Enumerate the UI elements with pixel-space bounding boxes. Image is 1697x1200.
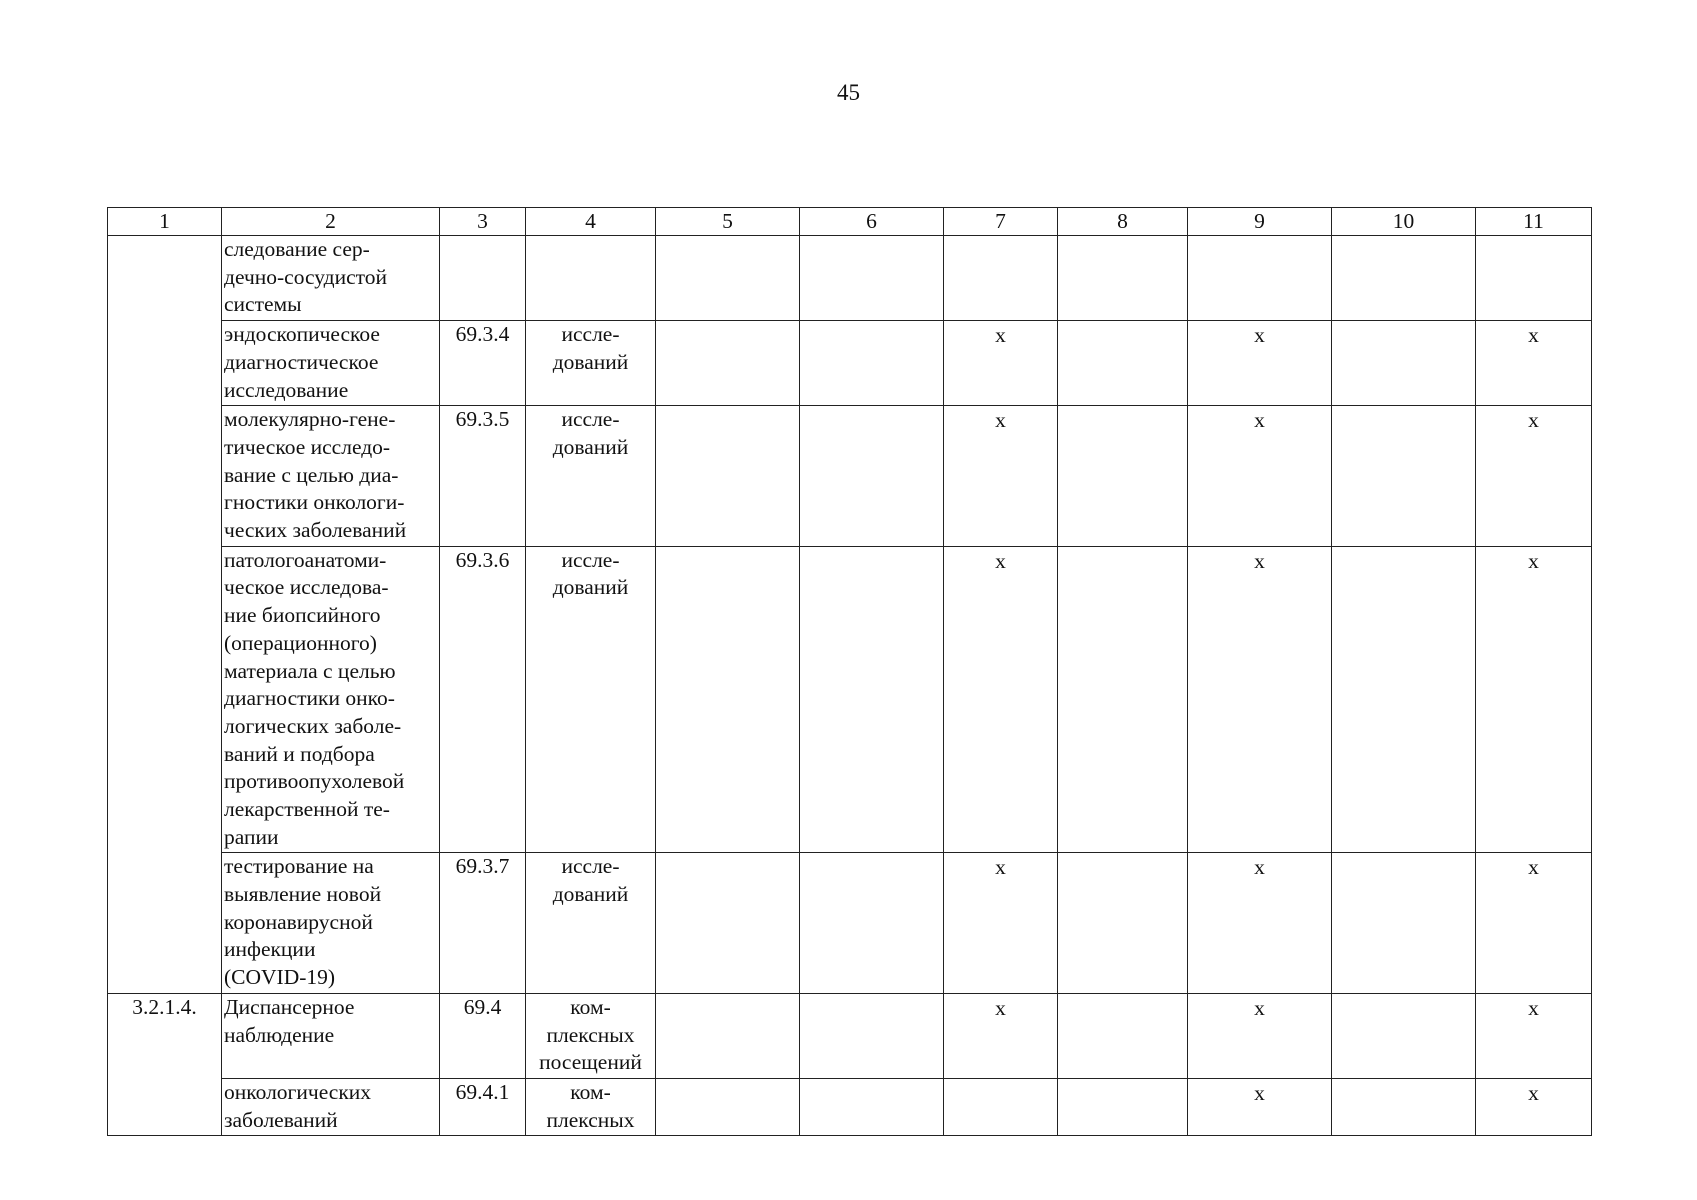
cross-mark: x (1254, 548, 1265, 573)
unit-cell (526, 993, 656, 1078)
cell-text-line: инфекции (224, 937, 316, 962)
table-row (108, 1078, 1592, 1135)
value-cell-5 (656, 1078, 800, 1135)
indicator-code-cell: 69.3.4 (440, 321, 526, 406)
cell-text-line: тическое исследо- (224, 434, 391, 459)
cell-text-line: ком- (570, 1079, 611, 1104)
column-header: 11 (1476, 208, 1592, 236)
value-cell-8 (1058, 236, 1188, 321)
cross-mark: x (1528, 1080, 1539, 1105)
cell-text-line: лекарственной те- (224, 797, 390, 822)
cross-mark: x (995, 323, 1006, 348)
cell-text-line: молекулярно-гене- (224, 407, 396, 432)
cross-mark: x (995, 548, 1006, 573)
cross-mark: x (995, 408, 1006, 433)
value-cell-9 (1188, 546, 1332, 853)
indicator-name-cell (222, 993, 440, 1078)
cell-text-line: ваний и подбора (224, 741, 375, 766)
cell-text-line: иссле- (561, 322, 620, 347)
cell-text-line: коронавирусной (224, 909, 373, 934)
cell-text-line: системы (224, 292, 302, 317)
cell-text-line: исследование (224, 377, 349, 402)
cell-text-line: ние биопсийного (224, 603, 381, 628)
value-cell-9 (1188, 1078, 1332, 1135)
row-number-cell: 3.2.1.4. (108, 993, 222, 1135)
unit-cell (526, 1078, 656, 1135)
value-cell-10 (1332, 321, 1476, 406)
value-cell-6 (800, 1078, 944, 1135)
column-header: 9 (1188, 208, 1332, 236)
value-cell-6 (800, 321, 944, 406)
cross-mark: x (1254, 323, 1265, 348)
cell-text-line: диагностики онко- (224, 686, 395, 711)
table-row (108, 406, 1592, 547)
value-cell-5 (656, 993, 800, 1078)
cross-mark: x (1528, 548, 1539, 573)
cell-text-line: диагностическое (224, 349, 379, 374)
cell-text-line: противоопухолевой (224, 769, 405, 794)
value-cell-5 (656, 853, 800, 994)
value-cell-10 (1332, 406, 1476, 547)
value-cell-11 (1476, 546, 1592, 853)
indicator-name-cell (222, 1078, 440, 1135)
value-cell-8 (1058, 853, 1188, 994)
cell-text-line: гностики онкологи- (224, 490, 405, 515)
cell-text-line: дечно-сосудистой (224, 264, 388, 289)
value-cell-11 (1476, 1078, 1592, 1135)
cell-text-line: (COVID-19) (224, 965, 336, 990)
cross-mark: x (1528, 995, 1539, 1020)
column-header: 4 (526, 208, 656, 236)
cell-text-line: следование сер- (224, 237, 370, 261)
cell-text-line: ком- (570, 994, 611, 1019)
value-cell-5 (656, 236, 800, 321)
cell-text-line: дований (552, 882, 629, 907)
value-cell-6 (800, 406, 944, 547)
table-body (108, 236, 1592, 1136)
column-header: 8 (1058, 208, 1188, 236)
cross-mark: x (995, 995, 1006, 1020)
unit-cell (526, 546, 656, 853)
value-cell-10 (1332, 236, 1476, 321)
cell-text-line: ческих заболеваний (224, 518, 407, 542)
value-cell-5 (656, 321, 800, 406)
value-cell-9 (1188, 406, 1332, 547)
value-cell-10 (1332, 993, 1476, 1078)
indicator-name-cell (222, 236, 440, 321)
cell-text-line: тестирование на (224, 854, 374, 879)
value-cell-11 (1476, 853, 1592, 994)
unit-cell (526, 236, 656, 321)
cell-text-line: иссле- (561, 407, 620, 432)
cell-text-line: ческое исследова- (224, 575, 389, 600)
cell-text-line: выявление новой (224, 882, 382, 907)
cell-text-line: вание с целью диа- (224, 462, 399, 487)
cross-mark: x (1528, 408, 1539, 433)
indicator-code-cell: 69.4 (440, 993, 526, 1078)
value-cell-5 (656, 406, 800, 547)
page-number: 45 (837, 80, 860, 105)
cell-text-line: Диспансерное (224, 994, 355, 1019)
cell-text-line: рапии (224, 824, 279, 849)
cell-text-line: (операционного) (224, 630, 377, 655)
cross-mark: x (1254, 1080, 1265, 1105)
value-cell-9 (1188, 236, 1332, 321)
cross-mark: x (1528, 323, 1539, 348)
indicator-name-cell (222, 406, 440, 547)
cell-text-line: материала с целью (224, 658, 396, 683)
value-cell-6 (800, 546, 944, 853)
value-cell-11 (1476, 993, 1592, 1078)
cross-mark: x (1254, 995, 1265, 1020)
column-header: 3 (440, 208, 526, 236)
column-header: 6 (800, 208, 944, 236)
column-header: 7 (944, 208, 1058, 236)
column-header: 1 (108, 208, 222, 236)
value-cell-9 (1188, 993, 1332, 1078)
value-cell-7 (944, 993, 1058, 1078)
value-cell-10 (1332, 853, 1476, 994)
row-number-cell (108, 236, 222, 994)
unit-cell (526, 853, 656, 994)
cell-text-line: логических заболе- (224, 713, 402, 738)
indicator-name-cell (222, 321, 440, 406)
column-header: 10 (1332, 208, 1476, 236)
value-cell-8 (1058, 993, 1188, 1078)
indicator-code-cell: 69.3.7 (440, 853, 526, 994)
indicator-code-cell: 69.3.6 (440, 546, 526, 853)
indicator-code-cell (440, 236, 526, 321)
table-row (108, 993, 1592, 1078)
value-cell-7 (944, 546, 1058, 853)
cross-mark: x (1254, 408, 1265, 433)
cell-text-line: иссле- (561, 854, 620, 879)
value-cell-7 (944, 853, 1058, 994)
column-header: 5 (656, 208, 800, 236)
value-cell-9 (1188, 321, 1332, 406)
indicator-code-cell: 69.3.5 (440, 406, 526, 547)
value-cell-6 (800, 993, 944, 1078)
table-row (108, 236, 1592, 321)
cell-text-line: дований (552, 349, 629, 374)
cross-mark: x (1528, 855, 1539, 880)
value-cell-6 (800, 236, 944, 321)
column-header: 2 (222, 208, 440, 236)
value-cell-7 (944, 406, 1058, 547)
unit-cell (526, 321, 656, 406)
cell-text-line: дований (552, 434, 629, 459)
cell-text-line: патологоанатоми- (224, 547, 387, 572)
value-cell-6 (800, 853, 944, 994)
cell-text-line: плексных (546, 1022, 635, 1047)
value-cell-8 (1058, 406, 1188, 547)
value-cell-11 (1476, 236, 1592, 321)
cell-text-line: эндоскопическое (224, 322, 380, 347)
cell-text-line: дований (552, 575, 629, 600)
value-cell-10 (1332, 546, 1476, 853)
value-cell-8 (1058, 546, 1188, 853)
cross-mark: x (995, 855, 1006, 880)
value-cell-11 (1476, 321, 1592, 406)
cell-text-line: посещений (539, 1050, 642, 1075)
value-cell-9 (1188, 853, 1332, 994)
value-cell-7 (944, 236, 1058, 321)
value-cell-8 (1058, 321, 1188, 406)
table-row (108, 853, 1592, 994)
cell-text-line: заболеваний (224, 1107, 338, 1132)
value-cell-10 (1332, 1078, 1476, 1135)
table-row (108, 546, 1592, 853)
table-row (108, 321, 1592, 406)
value-cell-11 (1476, 406, 1592, 547)
cross-mark: x (1254, 855, 1265, 880)
value-cell-5 (656, 546, 800, 853)
value-cell-7 (944, 321, 1058, 406)
data-table (107, 207, 1592, 1136)
value-cell-7 (944, 1078, 1058, 1135)
cell-text-line: иссле- (561, 547, 620, 572)
cell-text-line: онкологических (224, 1079, 372, 1104)
cell-text-line: наблюдение (224, 1022, 335, 1047)
indicator-name-cell (222, 546, 440, 853)
value-cell-8 (1058, 1078, 1188, 1135)
indicator-code-cell: 69.4.1 (440, 1078, 526, 1135)
indicator-name-cell (222, 853, 440, 994)
unit-cell (526, 406, 656, 547)
cell-text-line: плексных (546, 1107, 635, 1132)
column-number-row (108, 208, 1592, 236)
